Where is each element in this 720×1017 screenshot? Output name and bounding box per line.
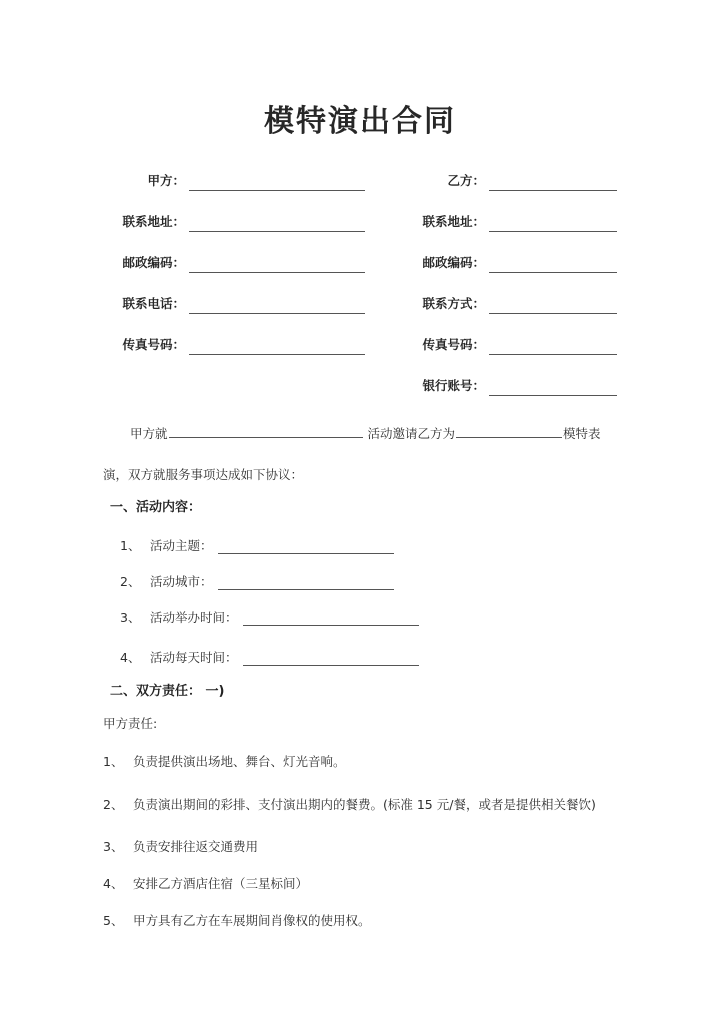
form-row-party-b-address bbox=[340, 191, 720, 232]
field-label: 传真号码： bbox=[422, 337, 485, 352]
field-blank-line[interactable] bbox=[489, 217, 617, 232]
field-label: 联系地址： bbox=[422, 214, 485, 229]
field-label: 乙方： bbox=[447, 173, 485, 188]
field-label: 联系方式： bbox=[422, 296, 485, 311]
item-label: 活动城市： bbox=[150, 574, 213, 589]
field-blank-line[interactable] bbox=[489, 176, 617, 191]
form-row-party-b-name bbox=[340, 150, 720, 191]
item-label: 活动举办时间： bbox=[150, 610, 238, 625]
field-blank-line[interactable] bbox=[189, 217, 365, 232]
field-label: 联系电话： bbox=[122, 296, 185, 311]
item-number: 5、 bbox=[103, 913, 124, 928]
section-heading-responsibilities: 二、双方责任： 一) bbox=[110, 684, 225, 699]
list-item-responsibility-3 bbox=[103, 837, 258, 855]
list-item-activity-city bbox=[120, 572, 394, 590]
item-number: 3、 bbox=[103, 839, 124, 854]
field-blank-line[interactable] bbox=[189, 299, 365, 314]
item-number: 2、 bbox=[103, 797, 124, 812]
field-label: 传真号码： bbox=[122, 337, 185, 352]
item-number: 4、 bbox=[120, 650, 141, 665]
list-item-responsibility-1 bbox=[103, 752, 346, 770]
party-b-column bbox=[340, 150, 720, 396]
item-label: 活动每天时间： bbox=[150, 650, 238, 665]
item-number: 1、 bbox=[103, 754, 124, 769]
item-number: 2、 bbox=[120, 574, 141, 589]
field-label: 联系地址： bbox=[122, 214, 185, 229]
field-blank-line[interactable] bbox=[489, 340, 617, 355]
field-blank-line[interactable] bbox=[489, 381, 617, 396]
item-blank-line[interactable] bbox=[218, 540, 394, 554]
field-blank-line[interactable] bbox=[489, 299, 617, 314]
list-item-responsibility-5 bbox=[103, 911, 371, 929]
item-blank-line[interactable] bbox=[218, 576, 394, 590]
list-item-activity-theme bbox=[120, 536, 394, 554]
item-number: 3、 bbox=[120, 610, 141, 625]
item-number: 1、 bbox=[120, 538, 141, 553]
list-item-responsibility-4 bbox=[103, 874, 308, 892]
item-blank-line[interactable] bbox=[243, 612, 419, 626]
intro-text-part3: 模特表 bbox=[563, 426, 601, 441]
field-label: 邮政编码： bbox=[122, 255, 185, 270]
intro-text-part1: 甲方就 bbox=[130, 426, 168, 441]
form-row-party-b-contact bbox=[340, 273, 720, 314]
item-text: 安排乙方酒店住宿（三星标间） bbox=[133, 876, 309, 891]
form-row-party-b-postcode bbox=[340, 232, 720, 273]
field-blank-line[interactable] bbox=[189, 258, 365, 273]
field-label: 银行账号： bbox=[422, 378, 485, 393]
page-title: 模特演出合同 bbox=[264, 104, 456, 139]
intro-blank-role[interactable] bbox=[456, 424, 562, 438]
field-blank-line[interactable] bbox=[189, 340, 365, 355]
subheading-party-a-responsibilities: 甲方责任: bbox=[103, 716, 158, 731]
field-blank-line[interactable] bbox=[489, 258, 617, 273]
item-label: 活动主题： bbox=[150, 538, 213, 553]
intro-paragraph bbox=[103, 413, 619, 495]
list-item-responsibility-2 bbox=[103, 795, 596, 813]
list-item-activity-daily-time bbox=[120, 648, 419, 666]
section-heading-activity-content: 一、活动内容： bbox=[110, 500, 202, 515]
item-text: 负责演出期间的彩排、支付演出期内的餐费。(标准 15 元/餐，或者是提供相关餐饮) bbox=[133, 797, 596, 812]
form-row-party-b-fax bbox=[340, 314, 720, 355]
item-text: 负责提供演出场地、舞台、灯光音响。 bbox=[133, 754, 346, 769]
item-text: 负责安排往返交通费用 bbox=[133, 839, 259, 854]
item-number: 4、 bbox=[103, 876, 124, 891]
intro-blank-event[interactable] bbox=[169, 424, 363, 438]
item-blank-line[interactable] bbox=[243, 652, 419, 666]
item-text: 甲方具有乙方在车展期间肖像权的使用权。 bbox=[133, 913, 371, 928]
form-row-party-b-bank-account bbox=[340, 355, 720, 396]
field-label: 甲方： bbox=[147, 173, 185, 188]
intro-text-part2: 活动邀请乙方为 bbox=[367, 426, 456, 441]
intro-text-line2: 演，双方就服务事项达成如下协议： bbox=[103, 467, 304, 482]
field-blank-line[interactable] bbox=[189, 176, 365, 191]
field-label: 邮政编码： bbox=[422, 255, 485, 270]
list-item-activity-date bbox=[120, 608, 419, 626]
